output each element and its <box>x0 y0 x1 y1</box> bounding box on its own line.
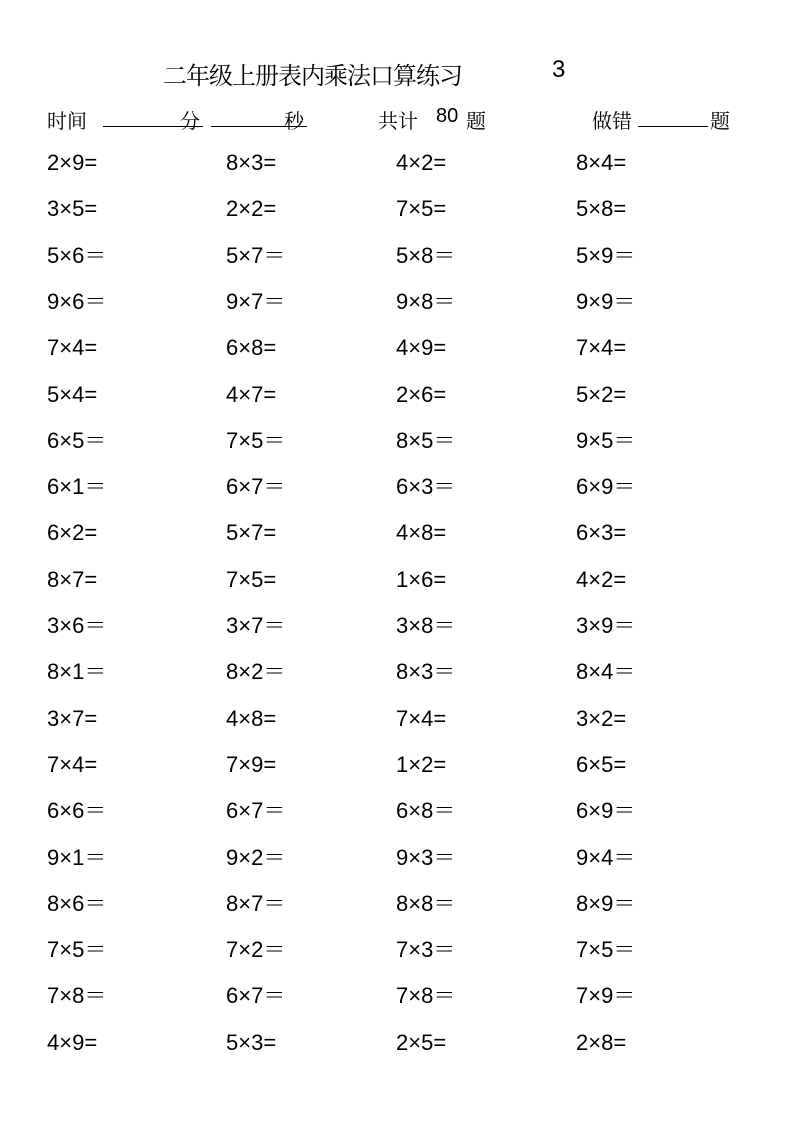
problem-r2-c1: 3×5= <box>47 196 98 222</box>
total-count: 80 <box>436 105 459 127</box>
problem-r10-c3: 1×6= <box>396 566 447 592</box>
problem-r15-c4: 6×9＝ <box>576 798 636 824</box>
problem-r18-c4: 7×5＝ <box>576 937 636 963</box>
problem-r19-c2: 6×7＝ <box>226 983 286 1009</box>
problem-r18-c2: 7×2＝ <box>226 937 286 963</box>
problem-r1-c3: 4×2= <box>396 150 447 175</box>
problem-r10-c4: 4×2= <box>576 566 627 592</box>
problem-r14-c4: 6×5= <box>576 751 627 777</box>
problem-r15-c1: 6×6＝ <box>47 798 107 824</box>
problem-r7-c3: 8×5＝ <box>396 427 456 453</box>
problem-r10-c1: 8×7= <box>47 566 98 592</box>
seconds-label: 秒 <box>284 109 304 133</box>
problem-r13-c3: 7×4= <box>396 705 447 731</box>
problem-r17-c2: 8×7＝ <box>226 890 286 916</box>
problem-r13-c2: 4×8= <box>226 705 277 731</box>
wrong-count-blank[interactable] <box>638 126 708 127</box>
problem-r20-c3: 2×5= <box>396 1029 447 1055</box>
problem-r20-c2: 5×3= <box>226 1029 277 1055</box>
problem-r14-c1: 7×4= <box>47 751 98 777</box>
problem-r7-c1: 6×5＝ <box>47 427 107 453</box>
problem-r3-c2: 5×7＝ <box>226 242 286 268</box>
problem-r4-c2: 9×7＝ <box>226 288 286 314</box>
problem-r16-c3: 9×3＝ <box>396 844 456 870</box>
total-label: 共计 <box>378 109 418 133</box>
problem-r9-c4: 6×3= <box>576 520 627 546</box>
minutes-blank[interactable] <box>103 126 203 127</box>
problem-r16-c1: 9×1＝ <box>47 844 107 870</box>
problem-r9-c1: 6×2= <box>47 520 98 546</box>
problem-r3-c4: 5×9＝ <box>576 242 636 268</box>
problem-r6-c1: 5×4= <box>47 381 98 407</box>
problem-r12-c1: 8×1＝ <box>47 659 107 685</box>
problem-r6-c2: 4×7= <box>226 381 277 407</box>
problem-r16-c4: 9×4＝ <box>576 844 636 870</box>
problem-r11-c3: 3×8＝ <box>396 613 456 638</box>
problem-r19-c3: 7×8＝ <box>396 983 456 1009</box>
worksheet-title: 二年级上册表内乘法口算练习 <box>163 62 462 90</box>
problem-r16-c2: 9×2＝ <box>226 844 286 870</box>
problem-r8-c1: 6×1＝ <box>47 474 107 500</box>
problem-r11-c4: 3×9＝ <box>576 613 636 638</box>
problem-r17-c3: 8×8＝ <box>396 890 456 916</box>
problem-r9-c3: 4×8= <box>396 520 447 546</box>
problem-r8-c2: 6×7＝ <box>226 474 286 500</box>
problem-r17-c1: 8×6＝ <box>47 890 107 916</box>
problem-r18-c3: 7×3＝ <box>396 937 456 963</box>
problem-r2-c2: 2×2= <box>226 196 277 222</box>
problem-r14-c2: 7×9= <box>226 751 277 777</box>
problem-r11-c1: 3×6＝ <box>47 613 107 638</box>
problem-r4-c4: 9×9＝ <box>576 288 636 314</box>
problem-r6-c3: 2×6= <box>396 381 447 407</box>
time-label: 时间 <box>47 109 87 133</box>
problem-r12-c4: 8×4＝ <box>576 659 636 685</box>
problem-r1-c1: 2×9= <box>47 150 98 175</box>
problem-r4-c3: 9×8＝ <box>396 288 456 314</box>
problem-r13-c4: 3×2= <box>576 705 627 731</box>
problem-r19-c4: 7×9＝ <box>576 983 636 1009</box>
problem-r18-c1: 7×5＝ <box>47 937 107 963</box>
problem-r6-c4: 5×2= <box>576 381 627 407</box>
problem-r20-c4: 2×8= <box>576 1029 627 1055</box>
problem-r2-c3: 7×5= <box>396 196 447 222</box>
problem-r3-c3: 5×8＝ <box>396 242 456 268</box>
wrong-unit: 题 <box>710 109 730 133</box>
problem-r10-c2: 7×5= <box>226 566 277 592</box>
worksheet-header <box>0 102 792 134</box>
problem-r19-c1: 7×8＝ <box>47 983 107 1009</box>
worksheet-number: 3 <box>552 56 566 83</box>
problem-r17-c4: 8×9＝ <box>576 890 636 916</box>
problem-r14-c3: 1×2= <box>396 751 447 777</box>
problem-r12-c2: 8×2＝ <box>226 659 286 685</box>
wrong-label: 做错 <box>592 109 632 133</box>
problem-r15-c2: 6×7＝ <box>226 798 286 824</box>
problem-r3-c1: 5×6＝ <box>47 242 107 268</box>
total-unit: 题 <box>466 109 486 133</box>
problem-r11-c2: 3×7＝ <box>226 613 286 638</box>
problem-r13-c1: 3×7= <box>47 705 98 731</box>
problem-r12-c3: 8×3＝ <box>396 659 456 685</box>
problem-r1-c2: 8×3= <box>226 150 277 175</box>
problem-r2-c4: 5×8= <box>576 196 627 222</box>
problem-r5-c4: 7×4= <box>576 335 627 361</box>
problem-r5-c3: 4×9= <box>396 335 447 361</box>
problem-r8-c3: 6×3＝ <box>396 474 456 500</box>
problem-r5-c1: 7×4= <box>47 335 98 361</box>
problem-r7-c4: 9×5＝ <box>576 427 636 453</box>
problem-r15-c3: 6×8＝ <box>396 798 456 824</box>
problem-r4-c1: 9×6＝ <box>47 288 107 314</box>
problem-r9-c2: 5×7= <box>226 520 277 546</box>
problem-r20-c1: 4×9= <box>47 1029 98 1055</box>
minutes-label: 分 <box>180 109 200 133</box>
seconds-blank[interactable] <box>211 126 307 127</box>
problem-r1-c4: 8×4= <box>576 150 627 175</box>
problem-r7-c2: 7×5＝ <box>226 427 286 453</box>
problem-r8-c4: 6×9＝ <box>576 474 636 500</box>
problem-r5-c2: 6×8= <box>226 335 277 361</box>
